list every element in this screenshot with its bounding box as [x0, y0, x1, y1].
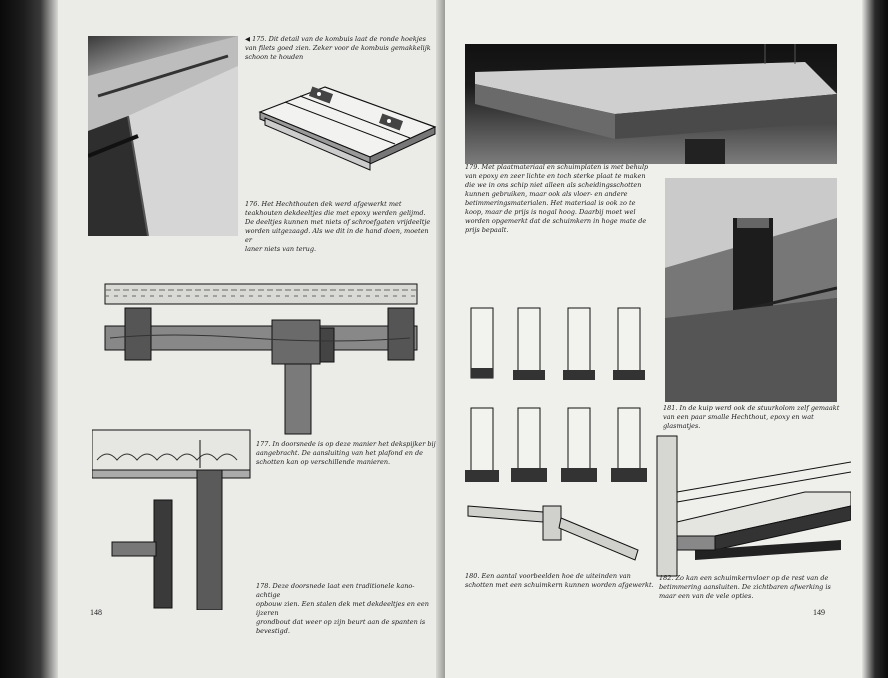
drawing-180-panel-ends [463, 300, 663, 565]
drawing-177-ceiling [92, 420, 252, 610]
book-edge-right [862, 0, 888, 678]
caption-181: 181. In de kuip werd ook de stuurkolom zelf gemaakt van een paar smalle Hechthout, epoxy en wat glasmatjes. [663, 404, 840, 430]
photo-181-steering-column [665, 178, 837, 402]
page-number-left: 148 [90, 608, 102, 617]
photo-179-panel [465, 44, 837, 164]
photo-179-detail [465, 44, 837, 164]
photo-181-detail [665, 178, 837, 402]
page-number-right: 149 [813, 608, 825, 617]
caption-176: 176. Het Hechthouten dek werd afgewerkt met teakhouten dekdeeltjes die met epoxy werden gelijmd. De deeltjes kunnen met niets of schroefgaten vrijdeeltje worden uitgezaagd. Als we dit in de hand doen, moeten er laner niets van terug. [245, 200, 431, 253]
caption-182: 182. Zo kan een schuimkernvloer op de rest van de betimmering aansluiten. De zichtbaren afwerking is maar een van de vele opties. [659, 574, 831, 600]
caption-180: 180. Een aantal voorbeelden hoe de uiteinden van schotten met een schuimkern kunnen worden afgewerkt. [465, 572, 654, 589]
drawing-182-floor-joint [655, 432, 851, 580]
caption-178: 178. Deze doorsnede laat een traditionele kano-achtige opbouw zien. Een stalen dek met dekdeeltjes en een ijzeren grondbout dat weer op zijn beurt aan de spanten is bevestigd. [256, 582, 429, 635]
book-edge-left [0, 0, 58, 678]
drawing-175-deck-joint [255, 72, 440, 172]
caption-177: 177. In doorsnede is op deze manier het dekspijker bij aangebracht. De aansluiting van het plafond en de schotten kan op verschillende manieren. [256, 440, 436, 466]
caption-175: ◀ 175. Dit detail van de kombuis laat de ronde hoekjes van filets goed zien. Zeker voor de kombuis gemakkelijk schoon te houden [245, 35, 431, 61]
caption-179: 179. Met plaatmateriaal en schuimplaten is met behulp van epoxy en zeer lichte en toch sterke plaat te maken die we in ons schip niet alleen als scheidingsschotten kunnen gebruiken, maar ook als vloer- en andere betimmeringsmaterialen. Het materiaal is ook zo te koop, maar de prijs is nogal hoog. Daarbij moet wel worden opgemerkt dat de schuimkern in hoge mate de prijs bepaalt. [465, 163, 649, 234]
right-page [445, 0, 888, 678]
photo-175-detail [88, 36, 238, 236]
photo-175-galley [88, 36, 238, 236]
drawing-beam-section [100, 282, 430, 440]
